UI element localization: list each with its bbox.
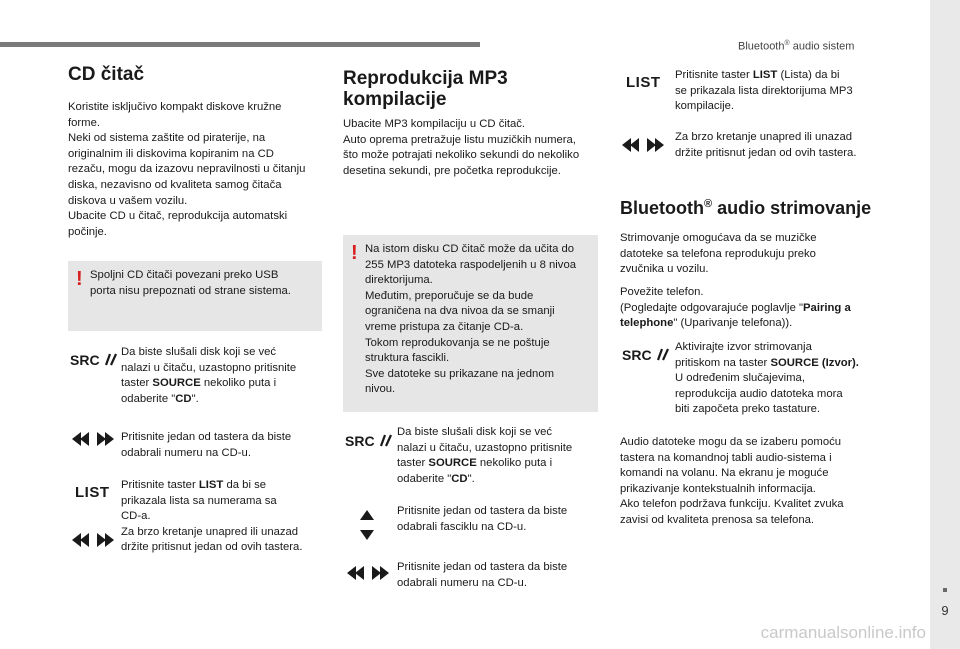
mp3-title: Reprodukcija MP3 kompilacije: [343, 68, 508, 110]
phone-slash-icon: [656, 347, 670, 361]
fast-forward-rewind-icon: [72, 533, 114, 547]
page-marker-dot: [943, 588, 947, 592]
activate-streaming-text: Aktivirajte izvor strimovanja pritiskom na taster SOURCE (Izvor). U određenim slučajevima, reprodukcija audio datoteka mora biti započeta preko tastature.: [675, 341, 859, 416]
phone-slash-icon: [104, 352, 118, 366]
header-rule: [0, 42, 480, 47]
mp3-intro-text: Ubacite MP3 kompilaciju u CD čitač. Auto oprema pretražuje listu muzičkih numera, što može potrajati nekoliko sekundi do nekoliko desetina sekundi, pre početka reprodukcije.: [343, 118, 580, 177]
cd-skip-track-text: Pritisnite jedan od tastera da biste odabrali numeru na CD-u.: [121, 431, 292, 459]
list-button-icon: LIST: [626, 74, 661, 91]
side-margin-strip: [930, 0, 960, 649]
mp3-warning-text: Na istom disku CD čitač može da učita do 255 MP3 datoteka raspodeljenih u 8 nivoa direktorijuma. Međutim, preporučuje se da bude ograničena na dva nivoa da se smanji vreme pristupa za čitanje CD-a. Tokom reprodukovanja se ne poštuje struktura fascikli. Sve datoteke su prikazane na jednom nivou.: [365, 243, 577, 396]
usb-warning-text: Spoljni CD čitači povezani preko USB porta nisu prepoznati od strane sistema.: [90, 269, 291, 297]
bluetooth-streaming-title: Bluetooth® audio strimovanje: [620, 198, 872, 218]
page-header: Bluetooth® audio sistem: [738, 40, 855, 53]
mp3-warning-box: [343, 235, 598, 412]
cd-source-instruction: Da biste slušali disk koji se već nalazi u čitaču, uzastopno pritisnite taster SOURCE nekoliko puta i odaberite "CD".: [121, 346, 297, 405]
warning-icon: !: [76, 268, 83, 290]
skip-track-arrows-icon: [347, 566, 389, 580]
phone-slash-icon: [379, 433, 393, 447]
cd-list-instruction: Pritisnite taster LIST da bi se prikazala lista sa numerama sa CD-a. Za brzo kretanje unapred ili unazad držite pritisnut jedan od ovih tastera.: [121, 479, 303, 554]
src-button-icon: SRC: [70, 352, 118, 370]
cd-intro-text: Koristite isključivo kompakt diskove kružne forme. Neki od sistema zaštite od piraterije, na originalnim ili diskovima kopiranim na CD rezaču, mogu da izazovu nepravilnosti u čitanju diska, nezavisno od kvaliteta samog čitača diskova u vašem vozilu. Ubacite CD u čitač, reprodukcija automatski počinje.: [68, 101, 306, 238]
list-button-icon: LIST: [75, 484, 110, 501]
src-button-icon: SRC: [622, 347, 670, 365]
cd-player-title: CD čitač: [68, 64, 145, 85]
watermark: carmanualsonline.info: [760, 623, 926, 642]
bluetooth-intro-text: Strimovanje omogućava da se muzičke datoteke sa telefona reprodukuju preko zvučnika u vozilu.: [620, 232, 817, 276]
mp3-folder-select-text: Pritisnite jedan od tastera da biste odabrali fasciklu na CD-u.: [397, 505, 568, 533]
mp3-skip-track-text: Pritisnite jedan od tastera da biste odabrali numeru na CD-u.: [397, 561, 568, 589]
skip-track-arrows-icon: [72, 432, 114, 446]
src-button-icon: SRC: [345, 433, 393, 451]
mp3-fast-scroll-text: Za brzo kretanje unapred ili unazad držite pritisnut jedan od ovih tastera.: [675, 131, 857, 159]
mp3-list-instruction: Pritisnite taster LIST (Lista) da bi se prikazala lista direktorijuma MP3 kompilacije.: [675, 69, 853, 113]
warning-icon: !: [351, 242, 358, 264]
page-number: 9: [941, 603, 949, 618]
usb-warning-box: [68, 261, 322, 331]
connect-phone-text: Povežite telefon. (Pogledajte odgovarajuće poglavlje "Pairing a telephone" (Uparivanje telefona)).: [620, 286, 851, 330]
mp3-source-instruction: Da biste slušali disk koji se već nalazi u čitaču, uzastopno pritisnite taster SOURCE nekoliko puta i odaberite "CD".: [397, 426, 573, 485]
up-down-arrows-icon: [360, 510, 374, 540]
audio-files-outro-text: Audio datoteke mogu da se izaberu pomoću tastera na komandnoj tabli audio-sistema i komandi na volanu. Na ekranu je moguće prikazivanje kontekstualnih informacija. Ako telefon podržava funkciju. Kvalitet zvuka zavisi od kvaliteta prenosa sa telefona.: [620, 436, 844, 526]
fast-forward-rewind-icon: [622, 138, 664, 152]
